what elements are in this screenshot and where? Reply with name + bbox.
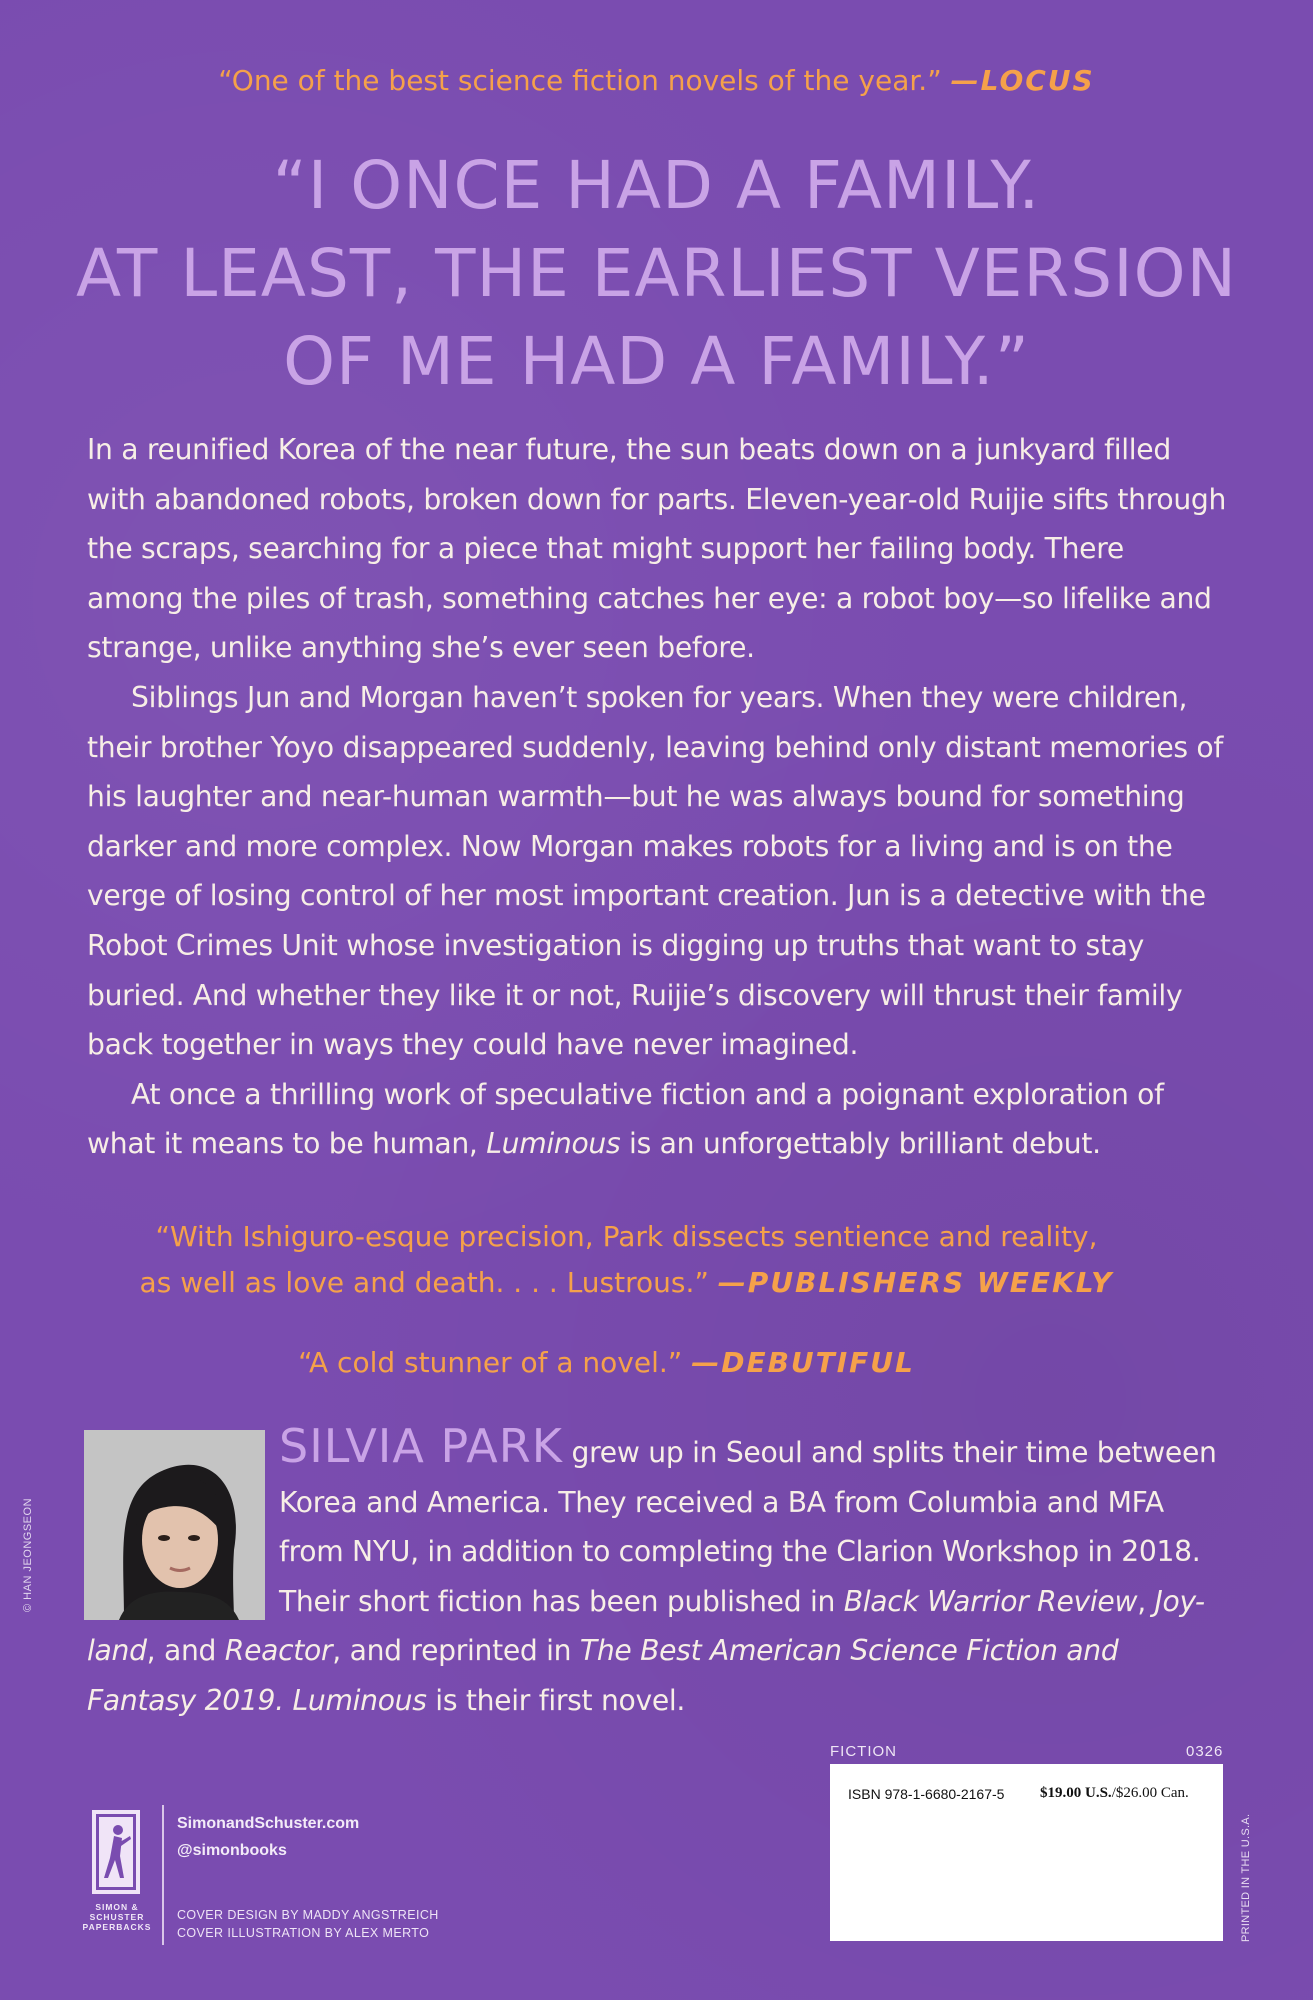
top-review-quote [0,64,1313,97]
headline-quote [0,142,1313,406]
headline-line-3: OF ME HAD A FAMILY.” [283,323,1030,400]
synopsis-paragraph-3 [87,1070,1227,1169]
price-can: /$26.00 Can. [1111,1785,1189,1801]
praise-text: “A cold stunner of a novel.” [298,1346,683,1379]
category-label: FICTION [830,1743,897,1760]
publisher-social-handle[interactable]: @simonbooks [177,1842,287,1859]
quote-text: “One of the best science fiction novels of the year.” [218,64,942,97]
quote-source: —LOCUS [950,64,1095,97]
illustration-credit: COVER ILLUSTRATION BY ALEX MERTO [177,1926,430,1940]
praise-line-2 [0,1260,1283,1306]
publisher-url[interactable]: SimonandSchuster.com [177,1815,360,1832]
bio-book-title: Luminous [292,1683,427,1717]
praise-line-1: “With Ishiguro-esque precision, Park dissects sentience and reality, [155,1220,1098,1253]
divider [162,1805,164,1945]
sower-logo-icon [90,1808,142,1896]
photo-credit: © HAN JEONGSEON [22,1497,34,1612]
synopsis [87,425,1227,1169]
publication-3: Reactor [224,1634,333,1668]
publisher-wordmark [80,1902,154,1932]
wordmark-line-3: PAPERBACKS [82,1922,152,1932]
synopsis-p3-text: At once a thrilling work of speculative fiction and a poignant exploration of what it means to be human, [87,1077,1164,1161]
praise-line-2-text: as well as love and death. . . . Lustrous.” [139,1266,709,1299]
wordmark-line-2: SCHUSTER [89,1912,145,1922]
praise-quote-publishers-weekly [0,1214,1283,1306]
praise-source: —PUBLISHERS WEEKLY [717,1266,1114,1299]
book-title: Luminous [486,1127,621,1161]
publication-2: Joy-land [87,1584,1205,1668]
photo-spacer [87,1426,279,1621]
price [1040,1785,1189,1802]
synopsis-paragraph-1: In a reunified Korea of the near future, the sun beats down on a junkyard filled with abandoned robots, broken down for parts. Eleven-year-old Ruijie sifts through the scraps, searching for a piece that might support her failing body. There among the piles of trash, something catches her eye: a robot boy—so lifelike and strange, unlike anything she’s ever seen before. [87,433,1227,665]
synopsis-p3-end: is an unforgettably brilliant debut. [629,1127,1101,1161]
wordmark-line-1: SIMON & [95,1902,139,1912]
publication-4: The Best American Science Fiction and Fantasy 2019. [87,1634,1119,1717]
bio-text: grew up in Seoul and splits their time between Korea and America. They received a BA from Columbia and MFA from NYU, in addition to completing the Clarion Workshop in 2018. Their short fiction has been published in [279,1436,1217,1618]
category-code: 0326 [1186,1743,1224,1760]
synopsis-paragraph-2: Siblings Jun and Morgan haven’t spoken for years. When they were children, their brother Yoyo disappeared suddenly, leaving behind only distant memories of his laughter and near-human warmth—but he was always bound for something darker and more complex. Now Morgan makes robots for a living and is on the verge of losing control of her most important creation. Jun is a detective with the Robot Crimes Unit whose investigation is digging up truths that want to stay buried. And whether they like it or not, Ruijie’s discovery will thrust their family back together in ways they could have never imagined. [87,680,1223,1062]
price-us: $19.00 U.S. [1040,1785,1112,1801]
headline-line-1: “I ONCE HAD A FAMILY. [272,147,1041,224]
bio-reprinted: , and reprinted in [332,1634,572,1668]
author-name: SILVIA PARK [279,1419,563,1473]
isbn: ISBN 978-1-6680-2167-5 [848,1786,1005,1802]
praise-quote-debutiful [0,1340,1263,1386]
headline-line-2: AT LEAST, THE EARLIEST VERSION [76,235,1237,312]
bio-and: , and [146,1634,217,1668]
praise-source: —DEBUTIFUL [691,1346,915,1379]
printed-in: PRINTED IN THE U.S.A. [1240,1813,1252,1942]
bio-end: is their first novel. [435,1683,686,1717]
publication-1: Black Warrior Review [843,1584,1138,1618]
cover-credits [177,1906,439,1942]
author-bio: SILVIA PARK grew up in Seoul and splits their time between Korea and America. They received a BA from Columbia and MFA from NYU, in addition to completing the Clarion Workshop in 2018. Their short fiction has been published in Black Warrior Review, Joy-land, and Reactor, and reprinted in The Best American Science Fiction and Fantasy 2019. Luminous is their first novel. [87,1419,1217,1717]
barcode-box [830,1764,1223,1941]
design-credit: COVER DESIGN BY MADDY ANGSTREICH [177,1908,439,1922]
publisher-logo-icon [90,1808,142,1896]
